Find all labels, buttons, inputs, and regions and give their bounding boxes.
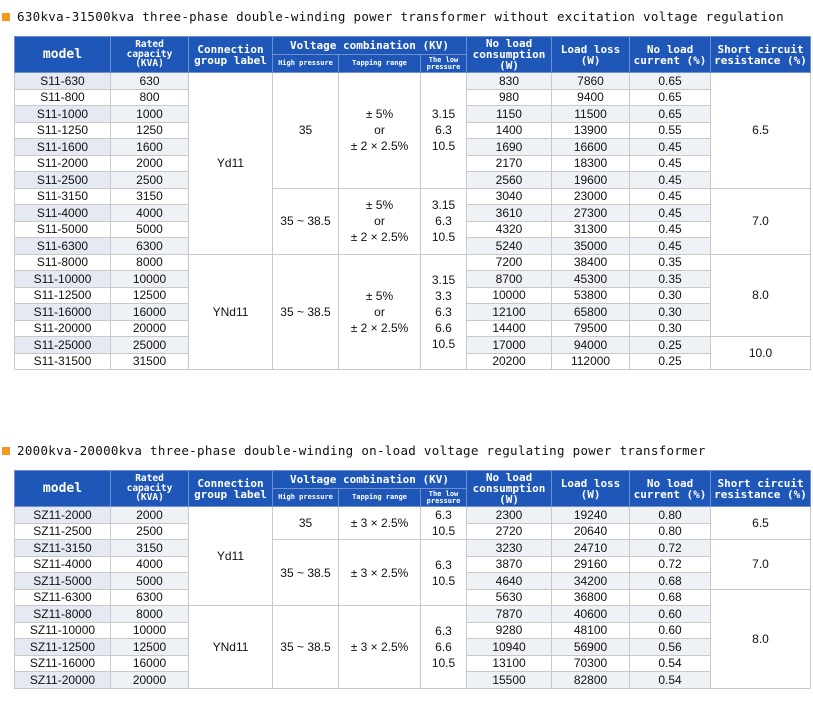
header-high-pressure: High pressure	[273, 489, 339, 507]
table-2	[14, 470, 811, 689]
table-cell-model: SZ11-10000	[15, 622, 111, 639]
table-cell-noload-consumption: 980	[467, 89, 552, 106]
table-cell-capacity: 8000	[111, 254, 189, 271]
table-cell-noload-consumption: 3610	[467, 205, 552, 222]
table-cell-noload-consumption: 5630	[467, 589, 552, 606]
table-cell-model: S11-4000	[15, 205, 111, 222]
table-cell-load-loss: 11500	[552, 106, 630, 123]
table-cell-noload-consumption: 9280	[467, 622, 552, 639]
low-voltage-value: 6.3	[435, 123, 452, 138]
tapping-range-cell	[339, 73, 421, 189]
header-noload-current: No load current (%)	[630, 471, 711, 507]
header-connection-group: Connection group label	[189, 471, 273, 507]
table-cell-capacity: 16000	[111, 655, 189, 672]
section-2-title	[2, 443, 706, 458]
table-cell-noload-consumption: 7870	[467, 606, 552, 623]
bullet-square-icon	[2, 13, 10, 21]
low-voltage-value: 6.3	[435, 304, 452, 319]
table-cell-model: S11-8000	[15, 254, 111, 271]
table-cell-load-loss: 112000	[552, 353, 630, 370]
low-voltage-cell	[421, 73, 467, 189]
table-cell-noload-current: 0.35	[630, 254, 711, 271]
low-voltage-value: 10.5	[431, 336, 456, 351]
table-cell-load-loss: 56900	[552, 639, 630, 656]
table-cell-noload-current: 0.54	[630, 655, 711, 672]
header-high-pressure: High pressure	[273, 55, 339, 73]
table-cell-capacity: 12500	[111, 287, 189, 304]
low-voltage-cell	[421, 540, 467, 606]
table-cell-noload-consumption: 3230	[467, 540, 552, 557]
table-cell-noload-current: 0.68	[630, 573, 711, 590]
low-voltage-value: 10.5	[431, 524, 456, 538]
tapping-line: ± 5%	[365, 288, 394, 303]
low-voltage-cell	[421, 507, 467, 540]
table-cell-capacity: 630	[111, 73, 189, 90]
table-cell-model: S11-2500	[15, 172, 111, 189]
table-cell-load-loss: 13900	[552, 122, 630, 139]
table-cell-noload-consumption: 1400	[467, 122, 552, 139]
table-cell-noload-consumption: 8700	[467, 271, 552, 288]
header-rated-capacity: Rated capacity (KVA)	[111, 37, 189, 73]
header-short-circuit: Short circuit resistance (%)	[711, 37, 811, 73]
section-1-title-text: 630kva-31500kva three-phase double-winding power transformer without excitation voltage regulation	[17, 9, 784, 24]
high-voltage-cell: 35	[273, 73, 339, 189]
header-load-loss: Load loss (W)	[552, 37, 630, 73]
table-cell-noload-current: 0.72	[630, 556, 711, 573]
high-voltage-cell: 35 ~ 38.5	[273, 540, 339, 606]
table-cell-noload-current: 0.45	[630, 172, 711, 189]
table-cell-noload-current: 0.30	[630, 304, 711, 321]
table-cell-capacity: 12500	[111, 639, 189, 656]
low-voltage-value: 6.3	[435, 214, 452, 228]
header-rated-capacity: Rated capacity (KVA)	[111, 471, 189, 507]
table-cell-noload-consumption: 10940	[467, 639, 552, 656]
header-connection-group: Connection group label	[189, 37, 273, 73]
table-cell-noload-consumption: 2720	[467, 523, 552, 540]
table-cell-noload-consumption: 830	[467, 73, 552, 90]
table-cell-load-loss: 70300	[552, 655, 630, 672]
table-cell-noload-consumption: 3040	[467, 188, 552, 205]
table-cell-noload-current: 0.45	[630, 221, 711, 238]
table-cell-noload-current: 0.45	[630, 238, 711, 255]
table-cell-capacity: 2000	[111, 507, 189, 524]
table-cell-noload-current: 0.25	[630, 337, 711, 354]
table-cell-model: SZ11-6300	[15, 589, 111, 606]
table-cell-noload-current: 0.45	[630, 188, 711, 205]
table-cell-model: SZ11-12500	[15, 639, 111, 656]
high-voltage-cell: 35	[273, 507, 339, 540]
table-cell-noload-current: 0.65	[630, 89, 711, 106]
table-cell-noload-consumption: 13100	[467, 655, 552, 672]
tapping-range-cell: ± 3 × 2.5%	[339, 507, 421, 540]
tapping-line: or	[374, 214, 385, 228]
table-cell-noload-current: 0.68	[630, 589, 711, 606]
table-cell-noload-consumption: 10000	[467, 287, 552, 304]
connection-group-cell: YNd11	[189, 606, 273, 689]
tapping-line: ± 2 × 2.5%	[350, 320, 409, 335]
table-cell-noload-consumption: 20200	[467, 353, 552, 370]
table-cell-noload-consumption: 3870	[467, 556, 552, 573]
table-cell-noload-current: 0.25	[630, 353, 711, 370]
bullet-square-icon	[2, 447, 10, 455]
table-cell-model: S11-6300	[15, 238, 111, 255]
table-cell-model: S11-800	[15, 89, 111, 106]
table-cell-noload-current: 0.30	[630, 287, 711, 304]
short-circuit-cell: 6.5	[711, 507, 811, 540]
short-circuit-cell: 8.0	[711, 589, 811, 688]
low-voltage-value: 6.3	[435, 557, 452, 572]
table-cell-model: S11-630	[15, 73, 111, 90]
table-cell-load-loss: 48100	[552, 622, 630, 639]
high-voltage-cell: 35 ~ 38.5	[273, 188, 339, 254]
table-cell-capacity: 31500	[111, 353, 189, 370]
table-cell-noload-consumption: 4320	[467, 221, 552, 238]
table-cell-noload-consumption: 12100	[467, 304, 552, 321]
header-load-loss: Load loss (W)	[552, 471, 630, 507]
low-voltage-value: 3.15	[431, 272, 456, 287]
tapping-range-cell	[339, 254, 421, 370]
tapping-range-cell	[339, 188, 421, 254]
low-voltage-value: 10.5	[431, 230, 456, 244]
tapping-line: ± 2 × 2.5%	[350, 230, 409, 244]
table-cell-load-loss: 40600	[552, 606, 630, 623]
table-cell-load-loss: 29160	[552, 556, 630, 573]
table-cell-capacity: 3150	[111, 188, 189, 205]
short-circuit-cell: 7.0	[711, 540, 811, 590]
table-cell-load-loss: 19240	[552, 507, 630, 524]
table-cell-load-loss: 24710	[552, 540, 630, 557]
connection-group-cell: Yd11	[189, 507, 273, 606]
low-voltage-value: 3.15	[431, 198, 456, 212]
table-cell-noload-consumption: 17000	[467, 337, 552, 354]
low-voltage-value: 6.6	[435, 639, 452, 654]
table-cell-load-loss: 35000	[552, 238, 630, 255]
table-cell-capacity: 6300	[111, 589, 189, 606]
table-cell-model: S11-16000	[15, 304, 111, 321]
header-tapping-range: Tapping range	[339, 55, 421, 73]
table-cell-load-loss: 53800	[552, 287, 630, 304]
table-cell-load-loss: 45300	[552, 271, 630, 288]
low-voltage-cell	[421, 188, 467, 254]
table-cell-noload-current: 0.45	[630, 139, 711, 156]
table-cell-capacity: 20000	[111, 672, 189, 689]
table-cell-noload-current: 0.55	[630, 122, 711, 139]
low-voltage-value: 6.3	[435, 508, 452, 522]
low-voltage-value: 3.3	[435, 288, 452, 303]
table-cell-capacity: 3150	[111, 540, 189, 557]
table-cell-noload-consumption: 5240	[467, 238, 552, 255]
table-cell-model: SZ11-3150	[15, 540, 111, 557]
table-cell-model: SZ11-4000	[15, 556, 111, 573]
table-cell-noload-consumption: 1150	[467, 106, 552, 123]
header-model: model	[15, 471, 111, 507]
table-cell-capacity: 2000	[111, 155, 189, 172]
table-cell-capacity: 10000	[111, 622, 189, 639]
table-cell-noload-consumption: 2560	[467, 172, 552, 189]
table-cell-load-loss: 65800	[552, 304, 630, 321]
table-cell-noload-consumption: 15500	[467, 672, 552, 689]
table-cell-load-loss: 27300	[552, 205, 630, 222]
header-voltage-combination: Voltage combination (KV)	[273, 37, 467, 55]
table-cell-load-loss: 19600	[552, 172, 630, 189]
low-voltage-value: 10.5	[431, 655, 456, 670]
table-cell-noload-consumption: 14400	[467, 320, 552, 337]
table-cell-noload-current: 0.80	[630, 507, 711, 524]
header-model: model	[15, 37, 111, 73]
table-cell-noload-current: 0.60	[630, 606, 711, 623]
table-cell-load-loss: 9400	[552, 89, 630, 106]
table-cell-noload-current: 0.35	[630, 271, 711, 288]
header-short-circuit: Short circuit resistance (%)	[711, 471, 811, 507]
low-voltage-value: 10.5	[431, 139, 456, 154]
table-1	[14, 36, 811, 370]
tapping-line: or	[374, 123, 385, 138]
tapping-range-cell: ± 3 × 2.5%	[339, 540, 421, 606]
high-voltage-cell: 35 ~ 38.5	[273, 254, 339, 370]
low-voltage-value: 3.15	[431, 107, 456, 122]
connection-group-cell: Yd11	[189, 73, 273, 255]
table-cell-model: S11-5000	[15, 221, 111, 238]
header-noload-consumption: No load consumption (W)	[467, 37, 552, 73]
table-cell-model: S11-3150	[15, 188, 111, 205]
table-cell-capacity: 2500	[111, 523, 189, 540]
table-cell-model: SZ11-20000	[15, 672, 111, 689]
section-2-title-text: 2000kva-20000kva three-phase double-winding on-load voltage regulating power transformer	[17, 443, 706, 458]
table-cell-model: S11-1250	[15, 122, 111, 139]
table-cell-load-loss: 94000	[552, 337, 630, 354]
table-cell-capacity: 25000	[111, 337, 189, 354]
table-cell-noload-current: 0.30	[630, 320, 711, 337]
table-cell-capacity: 1600	[111, 139, 189, 156]
table-cell-noload-current: 0.54	[630, 672, 711, 689]
table-cell-capacity: 4000	[111, 205, 189, 222]
table-cell-noload-current: 0.80	[630, 523, 711, 540]
low-voltage-value: 6.3	[435, 623, 452, 638]
table-cell-model: S11-2000	[15, 155, 111, 172]
table-cell-model: S11-20000	[15, 320, 111, 337]
tapping-line: ± 5%	[365, 107, 394, 122]
section-1-title	[2, 9, 784, 24]
table-cell-capacity: 6300	[111, 238, 189, 255]
header-voltage-combination: Voltage combination (KV)	[273, 471, 467, 489]
table-cell-noload-current: 0.45	[630, 155, 711, 172]
low-voltage-cell	[421, 606, 467, 689]
table-cell-load-loss: 79500	[552, 320, 630, 337]
short-circuit-cell: 10.0	[711, 337, 811, 370]
short-circuit-cell: 8.0	[711, 254, 811, 337]
table-cell-capacity: 20000	[111, 320, 189, 337]
short-circuit-cell: 7.0	[711, 188, 811, 254]
tapping-line: ± 5%	[365, 198, 394, 212]
table-cell-noload-current: 0.65	[630, 73, 711, 90]
table-cell-noload-consumption: 7200	[467, 254, 552, 271]
table-cell-noload-consumption: 2170	[467, 155, 552, 172]
table-cell-load-loss: 18300	[552, 155, 630, 172]
tapping-range-cell: ± 3 × 2.5%	[339, 606, 421, 689]
table-cell-model: SZ11-8000	[15, 606, 111, 623]
table-cell-capacity: 8000	[111, 606, 189, 623]
table-cell-model: SZ11-2000	[15, 507, 111, 524]
table-cell-capacity: 5000	[111, 221, 189, 238]
table-cell-model: S11-12500	[15, 287, 111, 304]
table-cell-load-loss: 20640	[552, 523, 630, 540]
table-cell-load-loss: 7860	[552, 73, 630, 90]
table-cell-model: SZ11-16000	[15, 655, 111, 672]
table-cell-model: S11-1600	[15, 139, 111, 156]
table-cell-load-loss: 23000	[552, 188, 630, 205]
low-voltage-value: 6.6	[435, 320, 452, 335]
table-cell-model: SZ11-2500	[15, 523, 111, 540]
header-tapping-range: Tapping range	[339, 489, 421, 507]
table-cell-load-loss: 31300	[552, 221, 630, 238]
table-cell-model: S11-25000	[15, 337, 111, 354]
header-noload-consumption: No load consumption (W)	[467, 471, 552, 507]
table-cell-load-loss: 38400	[552, 254, 630, 271]
table-cell-capacity: 16000	[111, 304, 189, 321]
table-cell-noload-current: 0.56	[630, 639, 711, 656]
tapping-line: or	[374, 304, 385, 319]
table-cell-capacity: 1000	[111, 106, 189, 123]
table-cell-noload-consumption: 4640	[467, 573, 552, 590]
table-cell-load-loss: 82800	[552, 672, 630, 689]
header-low-pressure: The low pressure	[421, 489, 467, 507]
table-cell-load-loss: 16600	[552, 139, 630, 156]
table-cell-capacity: 4000	[111, 556, 189, 573]
table-cell-capacity: 1250	[111, 122, 189, 139]
table-cell-noload-current: 0.72	[630, 540, 711, 557]
table-cell-load-loss: 34200	[552, 573, 630, 590]
connection-group-cell: YNd11	[189, 254, 273, 370]
table-cell-capacity: 2500	[111, 172, 189, 189]
table-cell-noload-consumption: 1690	[467, 139, 552, 156]
table-cell-capacity: 10000	[111, 271, 189, 288]
high-voltage-cell: 35 ~ 38.5	[273, 606, 339, 689]
table-cell-model: S11-31500	[15, 353, 111, 370]
tapping-line: ± 2 × 2.5%	[350, 139, 409, 154]
table-cell-noload-consumption: 2300	[467, 507, 552, 524]
short-circuit-cell: 6.5	[711, 73, 811, 189]
table-cell-load-loss: 36800	[552, 589, 630, 606]
table-cell-model: S11-10000	[15, 271, 111, 288]
table-cell-capacity: 800	[111, 89, 189, 106]
table-cell-noload-current: 0.65	[630, 106, 711, 123]
header-noload-current: No load current (%)	[630, 37, 711, 73]
low-voltage-cell	[421, 254, 467, 370]
table-cell-noload-current: 0.60	[630, 622, 711, 639]
table-cell-model: S11-1000	[15, 106, 111, 123]
table-cell-capacity: 5000	[111, 573, 189, 590]
low-voltage-value: 10.5	[431, 573, 456, 588]
table-cell-noload-current: 0.45	[630, 205, 711, 222]
table-cell-model: SZ11-5000	[15, 573, 111, 590]
header-low-pressure: The low pressure	[421, 55, 467, 73]
